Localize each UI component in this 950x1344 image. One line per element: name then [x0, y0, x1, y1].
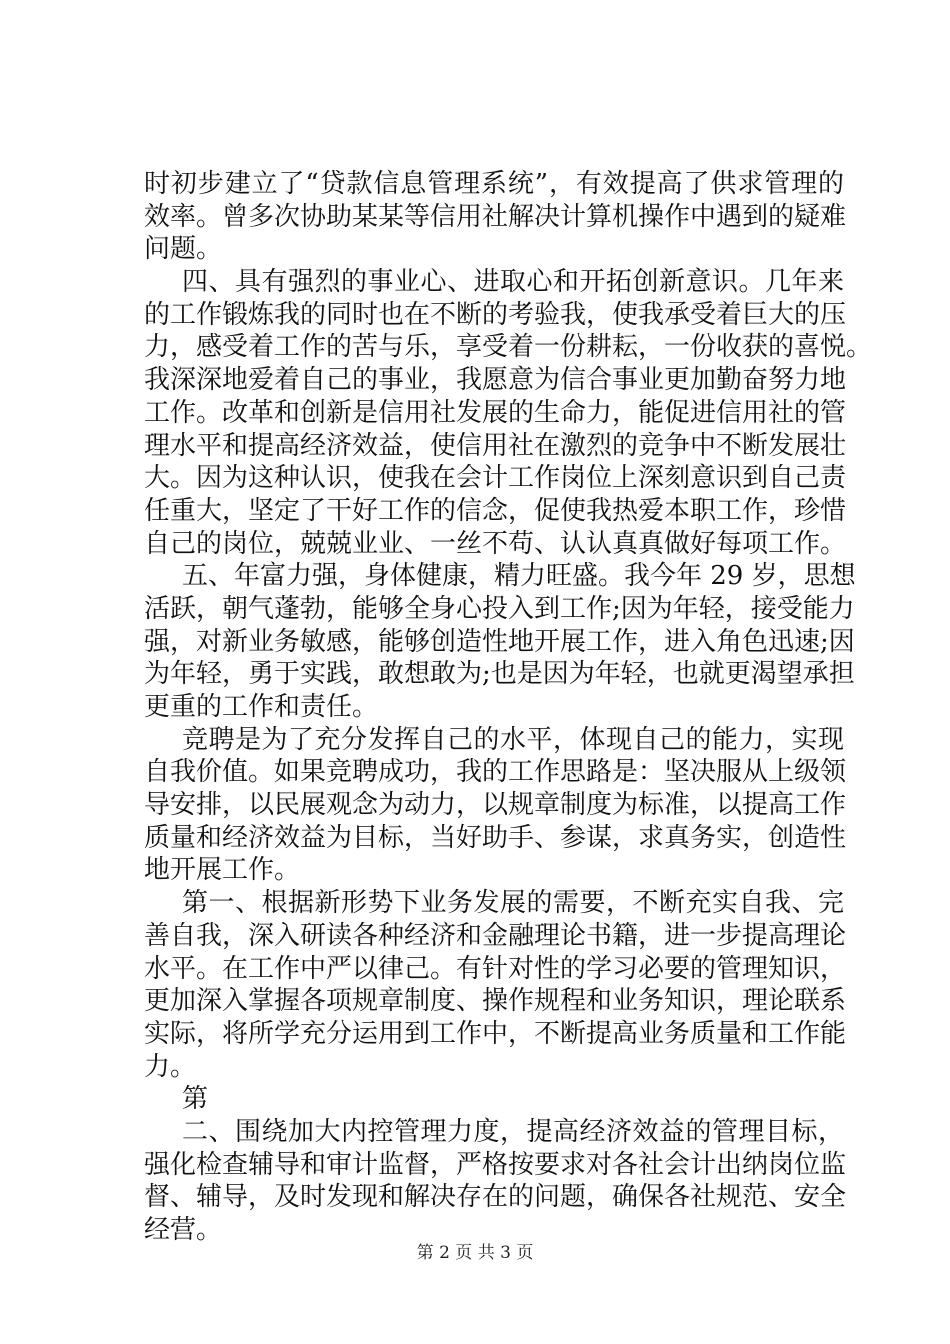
text-line: 工作。改革和创新是信用社发展的生命力，能促进信用社的管: [144, 397, 847, 428]
text-line: 实际，将所学充分运用到工作中，不断提高业务质量和工作能: [144, 1018, 847, 1049]
text-line: 第: [182, 1084, 209, 1115]
text-line: 的工作锻炼我的同时也在不断的考验我，使我承受着巨大的压: [144, 299, 847, 330]
text-line: 第一、根据新形势下业务发展的需要，不断充实自我、完: [182, 888, 844, 919]
paragraph: [144, 724, 847, 887]
text-line: 五、年富力强，身体健康，精力旺盛。我今年 29 岁，思想: [182, 561, 856, 592]
text-line: 四、具有强烈的事业心、进取心和开拓创新意识。几年来: [182, 267, 844, 298]
text-line: 质量和经济效益为目标，当好助手、参谋，求真务实，创造性: [144, 822, 847, 853]
text-line: 竞聘是为了充分发挥自己的水平，体现自己的能力，实现: [182, 724, 844, 755]
text-line: 导安排，以民展观念为动力，以规章制度为标准，以提高工作: [144, 790, 847, 821]
text-line: 督、辅导，及时发现和解决存在的问题，确保各社规范、安全: [144, 1182, 847, 1213]
text-line: 为年轻，勇于实践，敢想敢为;也是因为年轻，也就更渴望承担: [144, 659, 855, 690]
paragraph: [144, 168, 847, 266]
text-line: 地开展工作。: [144, 855, 301, 886]
text-line: 时初步建立了“贷款信息管理系统”，有效提高了供求管理的: [144, 169, 844, 199]
text-line: 水平。在工作中严以律己。有针对性的学习必要的管理知识，: [144, 953, 847, 984]
text-line: 力。: [144, 1051, 197, 1082]
text-line: 大。因为这种认识，使我在会计工作岗位上深刻意识到自己责: [144, 463, 847, 494]
paragraph: [144, 560, 856, 723]
text-line: 自己的岗位，兢兢业业、一丝不苟、认认真真做好每项工作。: [144, 528, 847, 559]
text-line: 理水平和提高经济效益，使信用社在激烈的竞争中不断发展壮: [144, 430, 847, 461]
text-line: 强，对新业务敏感，能够创造性地开展工作，进入角色迅速;因: [144, 626, 855, 657]
text-line: 效率。曾多次协助某某等信用社解决计算机操作中遇到的疑难: [144, 201, 847, 232]
text-line: 我深深地爱着自己的事业，我愿意为信合事业更加勤奋努力地: [144, 365, 847, 396]
text-line: 强化检查辅导和审计监督，严格按要求对各社会计出纳岗位监: [144, 1149, 847, 1180]
text-line: 经营。: [144, 1215, 223, 1245]
text-line: 任重大，坚定了干好工作的信念，促使我热爱本职工作，珍惜: [144, 495, 847, 526]
paragraph: [144, 887, 847, 1083]
text-line: 活跃，朝气蓬勃，能够全身心投入到工作;因为年轻，接受能力: [144, 593, 855, 624]
text-line: 更加深入掌握各项规章制度、操作规程和业务知识，理论联系: [144, 986, 847, 1017]
page-number-footer: 第 2 页 共 3 页: [416, 1243, 534, 1263]
document-body: [144, 168, 873, 1247]
paragraph: [144, 1083, 844, 1116]
text-line: 善自我，深入研读各种经济和金融理论书籍，进一步提高理论: [144, 920, 847, 951]
text-line: 问题。: [144, 234, 223, 265]
text-line: 二、围绕加大内控管理力度，提高经济效益的管理目标，: [182, 1116, 844, 1147]
paragraph: [144, 1116, 847, 1247]
text-line: 自我价值。如果竞聘成功，我的工作思路是：坚决服从上级领: [144, 757, 847, 788]
text-line: 力，感受着工作的苦与乐，享受着一份耕耘，一份收获的喜悦。: [144, 332, 873, 363]
paragraph: [144, 266, 873, 560]
text-line: 更重的工作和责任。: [144, 692, 379, 722]
